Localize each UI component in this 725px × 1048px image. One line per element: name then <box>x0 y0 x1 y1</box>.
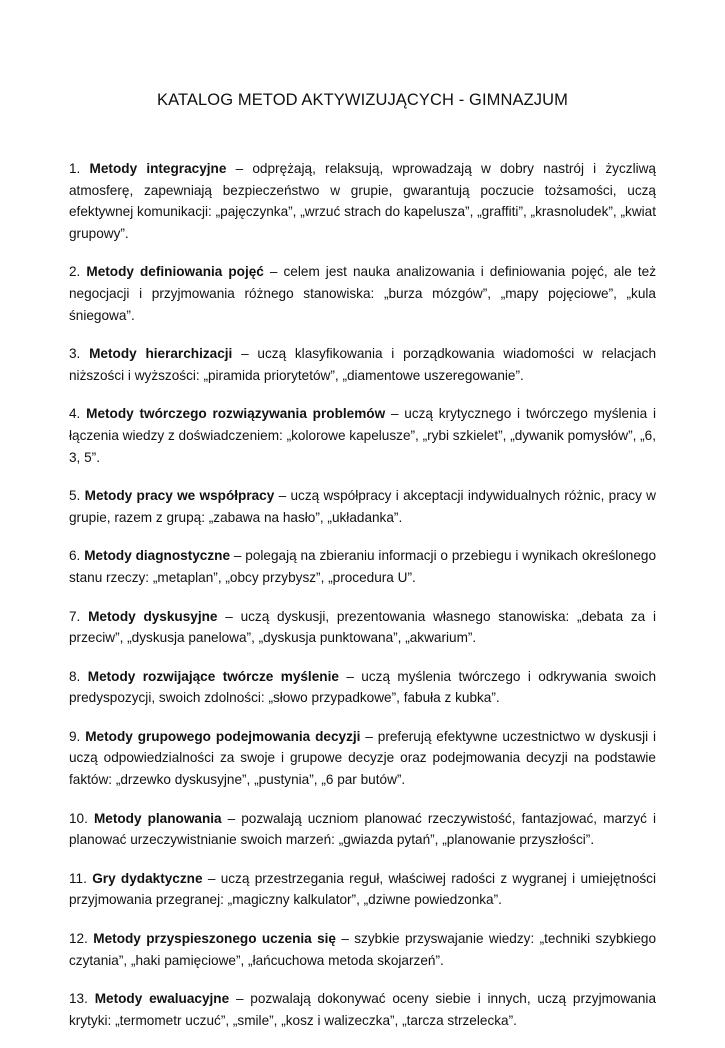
method-item <box>69 726 656 791</box>
method-name: Metody twórczego rozwiązywania problemów <box>86 406 386 422</box>
method-name: Metody hierarchizacji <box>89 346 233 362</box>
method-name: Metody planowania <box>93 810 222 826</box>
method-description: – uczą dyskusji, prezentowania własnego stanowiska: „debata za i przeciw”, „dyskusja panelowa”, „dyskusja punktowana”, „akwarium”. <box>69 608 657 646</box>
method-item <box>69 343 656 386</box>
method-item <box>69 808 656 851</box>
method-name: Metody grupowego podejmowania decyzji <box>85 728 361 744</box>
method-item <box>69 403 656 468</box>
method-description: – uczą współpracy i akceptacji indywidualnych różnic, pracy w grupie, razem z grupą: „zabawa na hasło”, „układanka”. <box>69 488 656 525</box>
method-number: 5. <box>69 488 81 504</box>
method-description: – preferują efektywne uczestnictwo w dyskusji i uczą odpowiedzialności za swoje i grupowe decyzje oraz podejmowania decyzji na podstawie faktów: „drzewko dyskusyjne”, „pustynia”, „6 par butów”. <box>69 728 657 788</box>
method-item <box>69 261 656 326</box>
method-number: 6. <box>69 548 81 564</box>
method-number: 2. <box>69 264 81 280</box>
method-number: 11. <box>69 870 87 886</box>
method-number: 9. <box>69 728 81 744</box>
method-description: – pozwalają uczniom planować rzeczywistość, fantazjować, marzyć i planować urzeczywistnianie swoich marzeń: „gwiazda pytań”, „planowanie przyszłości”. <box>69 810 656 848</box>
method-description: – szybkie przyswajanie wiedzy: „techniki szybkiego czytania”, „haki pamięciowe”, „łańcuchowa metoda skojarzeń”. <box>69 931 657 968</box>
method-number: 4. <box>69 406 81 422</box>
method-number: 10. <box>69 810 88 826</box>
method-number: 8. <box>69 668 81 684</box>
method-description: – odprężają, relaksują, wprowadzają w dobry nastrój i życzliwą atmosferę, zapewniają bezpieczeństwo w grupie, gwarantują poczucie tożsamości, uczą efektywnej komunikacji: „pajęczynka”, „wrzuć strach do kapelusza”, „graffiti”, „krasnoludek”, „kwiat grupowy”. <box>69 161 656 241</box>
method-description: – celem jest nauka analizowania i definiowania pojęć, ale też negocjacji i przyjmowania różnego stanowiska: „burza mózgów”, „mapy pojęciowe”, „kula śniegowa”. <box>69 264 656 323</box>
method-name: Metody definiowania pojęć <box>86 264 264 280</box>
method-description: – uczą krytycznego i twórczego myślenia i łączenia wiedzy z doświadczeniem: „kolorowe kapelusze”, „rybi szkielet”, „dywanik pomysłów”, „6, 3, 5”. <box>69 406 657 465</box>
method-description: – polegają na zbieraniu informacji o przebiegu i wynikach określonego stanu rzeczy: „metaplan”, „obcy przybysz”, „procedura U”. <box>69 548 657 585</box>
method-name: Metody integracyjne <box>89 161 227 176</box>
method-description: – uczą myślenia twórczego i odkrywania swoich predyspozycji, swoich zdolności: „słowo przypadkowe”, fabuła z kubka”. <box>69 668 657 706</box>
method-number: 3. <box>69 346 81 362</box>
method-item <box>69 868 656 911</box>
method-number: 12. <box>69 931 88 947</box>
method-item <box>69 928 656 971</box>
method-name: Metody rozwijające twórcze myślenie <box>87 668 339 684</box>
method-name: Metody pracy we współpracy <box>84 488 275 504</box>
method-item <box>69 988 656 1031</box>
method-item <box>69 485 656 528</box>
method-name: Gry dydaktyczne <box>92 870 203 886</box>
method-number: 7. <box>69 608 81 624</box>
method-name: Metody diagnostyczne <box>84 548 231 564</box>
method-description: – uczą przestrzegania reguł, właściwej radości z wygranej i umiejętności przyjmowania przegranej: „magiczny kalkulator”, „dziwne powiedzonka”. <box>69 870 657 908</box>
method-description: – uczą klasyfikowania i porządkowania wiadomości w relacjach niższości i wyższości: „piramida priorytetów”, „diamentowe uszeregowanie”. <box>69 346 657 383</box>
method-item <box>69 666 656 709</box>
method-description: – pozwalają dokonywać oceny siebie i innych, uczą przyjmowania krytyki: „termometr uczuć”, „smile”, „kosz i walizeczka”, „tarcza strzelecka”. <box>69 991 657 1028</box>
method-item <box>69 545 656 588</box>
method-item <box>69 158 656 244</box>
method-number: 1. <box>69 161 81 176</box>
method-number: 13. <box>69 991 88 1007</box>
document-title: KATALOG METOD AKTYWIZUJĄCYCH - GIMNAZJUM <box>156 91 569 109</box>
method-list <box>69 158 656 1048</box>
method-item <box>69 606 656 649</box>
method-name: Metody przyspieszonego uczenia się <box>93 931 336 947</box>
method-name: Metody dyskusyjne <box>88 608 218 624</box>
method-name: Metody ewaluacyjne <box>94 991 230 1007</box>
